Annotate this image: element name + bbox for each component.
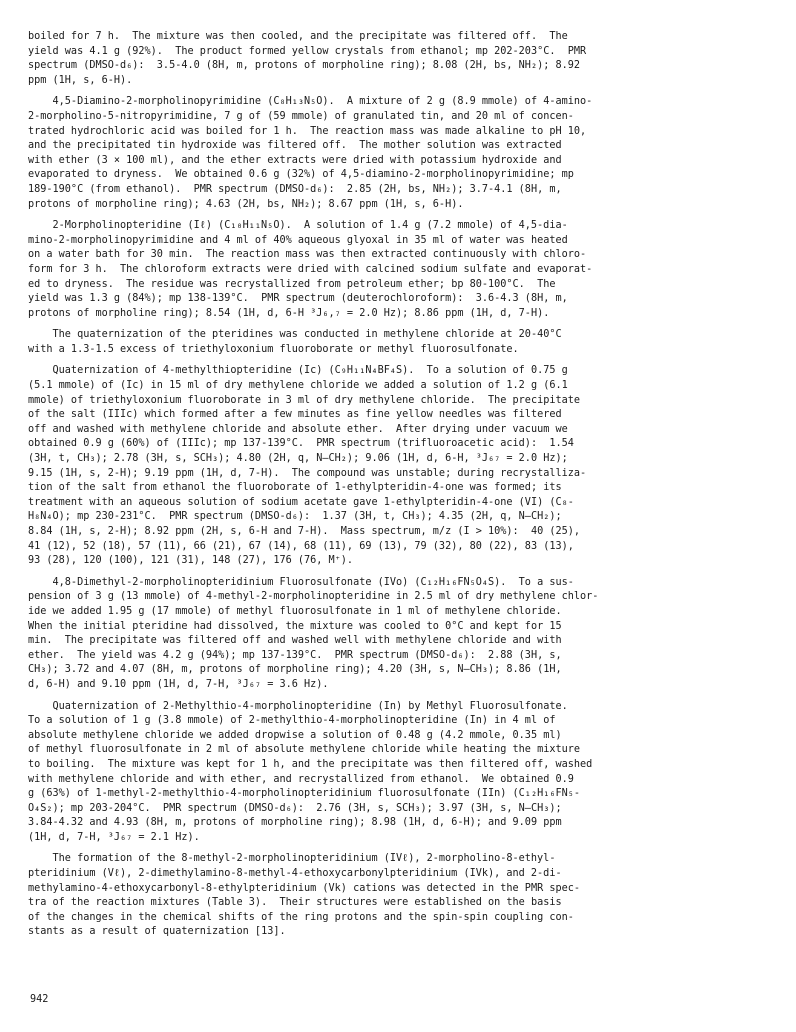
text-line: of the changes in the chemical shifts of the ring protons and the spin-spin coupling con- xyxy=(28,911,574,923)
paragraph xyxy=(28,700,773,846)
text-line: ppm (1H, s, 6-H). xyxy=(28,74,133,86)
paragraph xyxy=(28,576,773,693)
text-line: on a water bath for 30 min. The reaction mass was then extracted continuously with chloro- xyxy=(28,249,587,261)
paragraph xyxy=(28,364,773,568)
text-line: tion of the salt from ethanol the fluoroborate of 1-ethylpteridin-4-one was formed; its xyxy=(28,482,562,494)
text-line: of the salt (IIIc) which formed after a few minutes as fine yellow needles was filtered xyxy=(28,409,562,421)
text-line: with a 1.3-1.5 excess of triethyloxonium fluoroborate or methyl fluorosulfonate. xyxy=(28,343,519,355)
text-line: protons of morpholine ring); 8.54 (1H, d, 6-H ³J₆,₇ = 2.0 Hz); 8.86 ppm (1H, d, 7-H). xyxy=(28,307,550,319)
text-line: 93 (28), 120 (100), 121 (31), 148 (27), 176 (76, M⁺). xyxy=(28,555,354,567)
paragraph xyxy=(28,852,773,940)
text-line: absolute methylene chloride we added dropwise a solution of 0.48 g (4.2 mmole, 0.35 ml) xyxy=(28,729,562,741)
text-line: yield was 1.3 g (84%); mp 138-139°C. PMR spectrum (deuterochloroform): 3.6-4.3 (8H, m, xyxy=(28,293,568,305)
text-line: stants as a result of quaternization [13]. xyxy=(28,926,286,938)
text-line: min. The precipitate was filtered off and washed well with methylene chloride and with xyxy=(28,635,562,647)
text-line: obtained 0.9 g (60%) of (IIIc); mp 137-139°C. PMR spectrum (trifluoroacetic acid): 1.54 xyxy=(28,438,574,450)
page-number: 942 xyxy=(30,994,49,1005)
paragraph xyxy=(28,219,773,321)
text-line: (1H, d, 7-H, ³J₆₇ = 2.1 Hz). xyxy=(28,831,200,843)
text-line: tra of the reaction mixtures (Table 3). Their structures were established on the basis xyxy=(28,897,562,909)
text-line: to boiling. The mixture was kept for 1 h, and the precipitate was then filtered off, washed xyxy=(28,758,593,770)
text-line: 41 (12), 52 (18), 57 (11), 66 (21), 67 (14), 68 (11), 69 (13), 79 (32), 80 (22), 83 (13), xyxy=(28,540,574,552)
text-line: ether. The yield was 4.2 g (94%); mp 137-139°C. PMR spectrum (DMSO-d₆): 2.88 (3H, s, xyxy=(28,649,562,661)
text-line: To a solution of 1 g (3.8 mmole) of 2-methylthio-4-morpholinopteridine (In) in 4 ml of xyxy=(28,715,556,727)
text-line: ide we added 1.95 g (17 mmole) of methyl fluorosulfonate in 1 ml of methylene chloride. xyxy=(28,605,562,617)
text-line: 4,8-Dimethyl-2-morpholinopteridinium Fluorosulfonate (IVo) (C₁₂H₁₆FN₅O₄S). To a sus- xyxy=(28,576,574,588)
text-line: Quaternization of 2-Methylthio-4-morpholinopteridine (In) by Methyl Fluorosulfonate. xyxy=(28,700,568,712)
text-line: d, 6-H) and 9.10 ppm (1H, d, 7-H, ³J₆₇ = 3.6 Hz). xyxy=(28,678,329,690)
text-line: ed to dryness. The residue was recrystallized from petroleum ether; bp 80-100°C. The xyxy=(28,278,556,290)
text-line: 189-190°C (from ethanol). PMR spectrum (DMSO-d₆): 2.85 (2H, bs, NH₂); 3.7-4.1 (8H, m, xyxy=(28,183,562,195)
text-line: g (63%) of 1-methyl-2-methylthio-4-morpholinopteridinium fluorosulfonate (IIn) (C₁₂H₁₆FN₅- xyxy=(28,788,581,800)
text-line: protons of morpholine ring); 4.63 (2H, bs, NH₂); 8.67 ppm (1H, s, 6-H). xyxy=(28,198,464,210)
text-line: 3.84-4.32 and 4.93 (8H, m, protons of morpholine ring); 8.98 (1H, d, 6-H); and 9.09 ppm xyxy=(28,817,562,829)
text-line: pension of 3 g (13 mmole) of 4-methyl-2-morpholinopteridine in 2.5 ml of dry methylene chlor- xyxy=(28,591,599,603)
text-line: The formation of the 8-methyl-2-morpholinopteridinium (IVℓ), 2-morpholino-8-ethyl- xyxy=(28,853,556,865)
text-line: mino-2-morpholinopyrimidine and 4 ml of 40% aqueous glyoxal in 35 ml of water was heated xyxy=(28,234,568,246)
text-line: trated hydrochloric acid was boiled for 1 h. The reaction mass was made alkaline to pH 10, xyxy=(28,125,587,137)
paragraph xyxy=(28,95,773,212)
text-line: off and washed with methylene chloride and absolute ether. After drying under vacuum we xyxy=(28,423,568,435)
text-line: 2-morpholino-5-nitropyrimidine, 7 g of (59 mmole) of granulated tin, and 20 ml of concen- xyxy=(28,110,574,122)
text-line: form for 3 h. The chloroform extracts were dried with calcined sodium sulfate and evaporat- xyxy=(28,263,593,275)
text-line: methylamino-4-ethoxycarbonyl-8-ethylpteridinium (Vk) cations was detected in the PMR spec- xyxy=(28,882,581,894)
text-line: spectrum (DMSO-d₆): 3.5-4.0 (8H, m, protons of morpholine ring); 8.08 (2H, bs, NH₂); 8.92 xyxy=(28,60,581,72)
text-line: 8.84 (1H, s, 2-H); 8.92 ppm (2H, s, 6-H and 7-H). Mass spectrum, m/z (I > 10%): 40 (25), xyxy=(28,526,581,537)
paragraph xyxy=(28,30,773,88)
paragraph xyxy=(28,328,773,357)
text-line: 4,5-Diamino-2-morpholinopyrimidine (C₈H₁₃N₅O). A mixture of 2 g (8.9 mmole) of 4-amino- xyxy=(28,96,593,108)
text-line: yield was 4.1 g (92%). The product formed yellow crystals from ethanol; mp 202-203°C. PMR xyxy=(28,45,587,57)
text-line: 9.15 (1H, s, 2-H); 9.19 ppm (1H, d, 7-H). The compound was unstable; during recrystalliza- xyxy=(28,467,587,479)
text-line: H₈N₄O); mp 230-231°C. PMR spectrum (DMSO-d₆): 1.37 (3H, t, CH₃); 4.35 (2H, q, N—CH₂); xyxy=(28,511,562,523)
text-line: When the initial pteridine had dissolved, the mixture was cooled to 0°C and kept for 15 xyxy=(28,620,562,632)
text-line: and the precipitated tin hydroxide was filtered off. The mother solution was extracted xyxy=(28,140,562,152)
text-line: Quaternization of 4-methylthiopteridine (Ic) (C₉H₁₁N₄BF₄S). To a solution of 0.75 g xyxy=(28,365,568,377)
text-line: CH₃); 3.72 and 4.07 (8H, m, protons of morpholine ring); 4.20 (3H, s, N—CH₃); 8.86 (1H, xyxy=(28,664,562,676)
text-line: (5.1 mmole) of (Ic) in 15 ml of dry methylene chloride we added a solution of 1.2 g (6.1 xyxy=(28,380,568,392)
text-line: with methylene chloride and with ether, and recrystallized from ethanol. We obtained 0.9 xyxy=(28,773,574,785)
text-line: The quaternization of the pteridines was conducted in methylene chloride at 20-40°C xyxy=(28,329,562,341)
text-line: evaporated to dryness. We obtained 0.6 g (32%) of 4,5-diamino-2-morpholinopyrimidine; mp xyxy=(28,169,574,181)
text-line: mmole) of triethyloxonium fluoroborate in 3 ml of dry methylene chloride. The precipitate xyxy=(28,394,581,406)
text-line: boiled for 7 h. The mixture was then cooled, and the precipitate was filtered off. The xyxy=(28,31,568,42)
text-line: of methyl fluorosulfonate in 2 ml of absolute methylene chloride while heating the mixture xyxy=(28,744,581,756)
text-line: treatment with an aqueous solution of sodium acetate gave 1-ethylpteridin-4-one (VI) (C₈- xyxy=(28,496,574,508)
text-line: pteridinium (Vℓ), 2-dimethylamino-8-methyl-4-ethoxycarbonylpteridinium (IVk), and 2-di- xyxy=(28,868,562,880)
text-line: with ether (3 × 100 ml), and the ether extracts were dried with potassium hydroxide and xyxy=(28,154,562,166)
text-line: 2-Morpholinopteridine (Iℓ) (C₁₀H₁₁N₅O). A solution of 1.4 g (7.2 mmole) of 4,5-dia- xyxy=(28,220,568,232)
text-line: (3H, t, CH₃); 2.78 (3H, s, SCH₃); 4.80 (2H, q, N—CH₂); 9.06 (1H, d, 6-H, ³J₆₇ = 2.0 Hz); xyxy=(28,453,568,465)
text-line: O₄S₂); mp 203-204°C. PMR spectrum (DMSO-d₆): 2.76 (3H, s, SCH₃); 3.97 (3H, s, N—CH₃); xyxy=(28,802,562,814)
document-page xyxy=(28,30,773,940)
